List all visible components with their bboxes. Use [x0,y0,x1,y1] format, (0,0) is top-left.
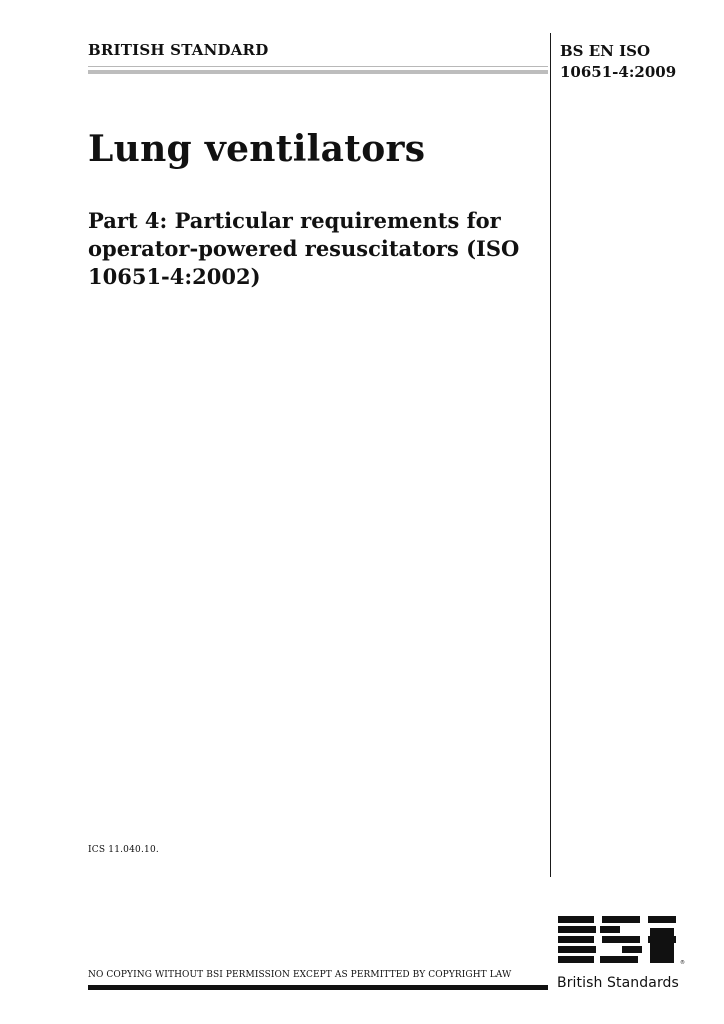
footer-rule [88,985,548,990]
standard-type-label: BRITISH STANDARD [88,41,269,59]
standard-number [560,41,676,83]
standard-number-line1: BS EN ISO [560,42,651,60]
copyright-notice: NO COPYING WITHOUT BSI PERMISSION EXCEPT AS PERMITTED BY COPYRIGHT LAW [88,970,512,980]
standard-number-line2: 10651-4:2009 [560,63,677,81]
svg-text:®: ® [680,960,685,966]
header-rule-thick [88,70,548,74]
document-title: Lung ventilators [88,128,426,170]
document-subtitle: Part 4: Particular requirements for operator-powered resuscitators (ISO 10651-4:2002) [88,208,520,289]
ics-code: ICS 11.040.10. [88,845,159,855]
header-rule-thin [88,66,548,67]
bsi-logo-caption: British Standards [557,975,679,991]
margin-vertical-rule [550,33,551,877]
